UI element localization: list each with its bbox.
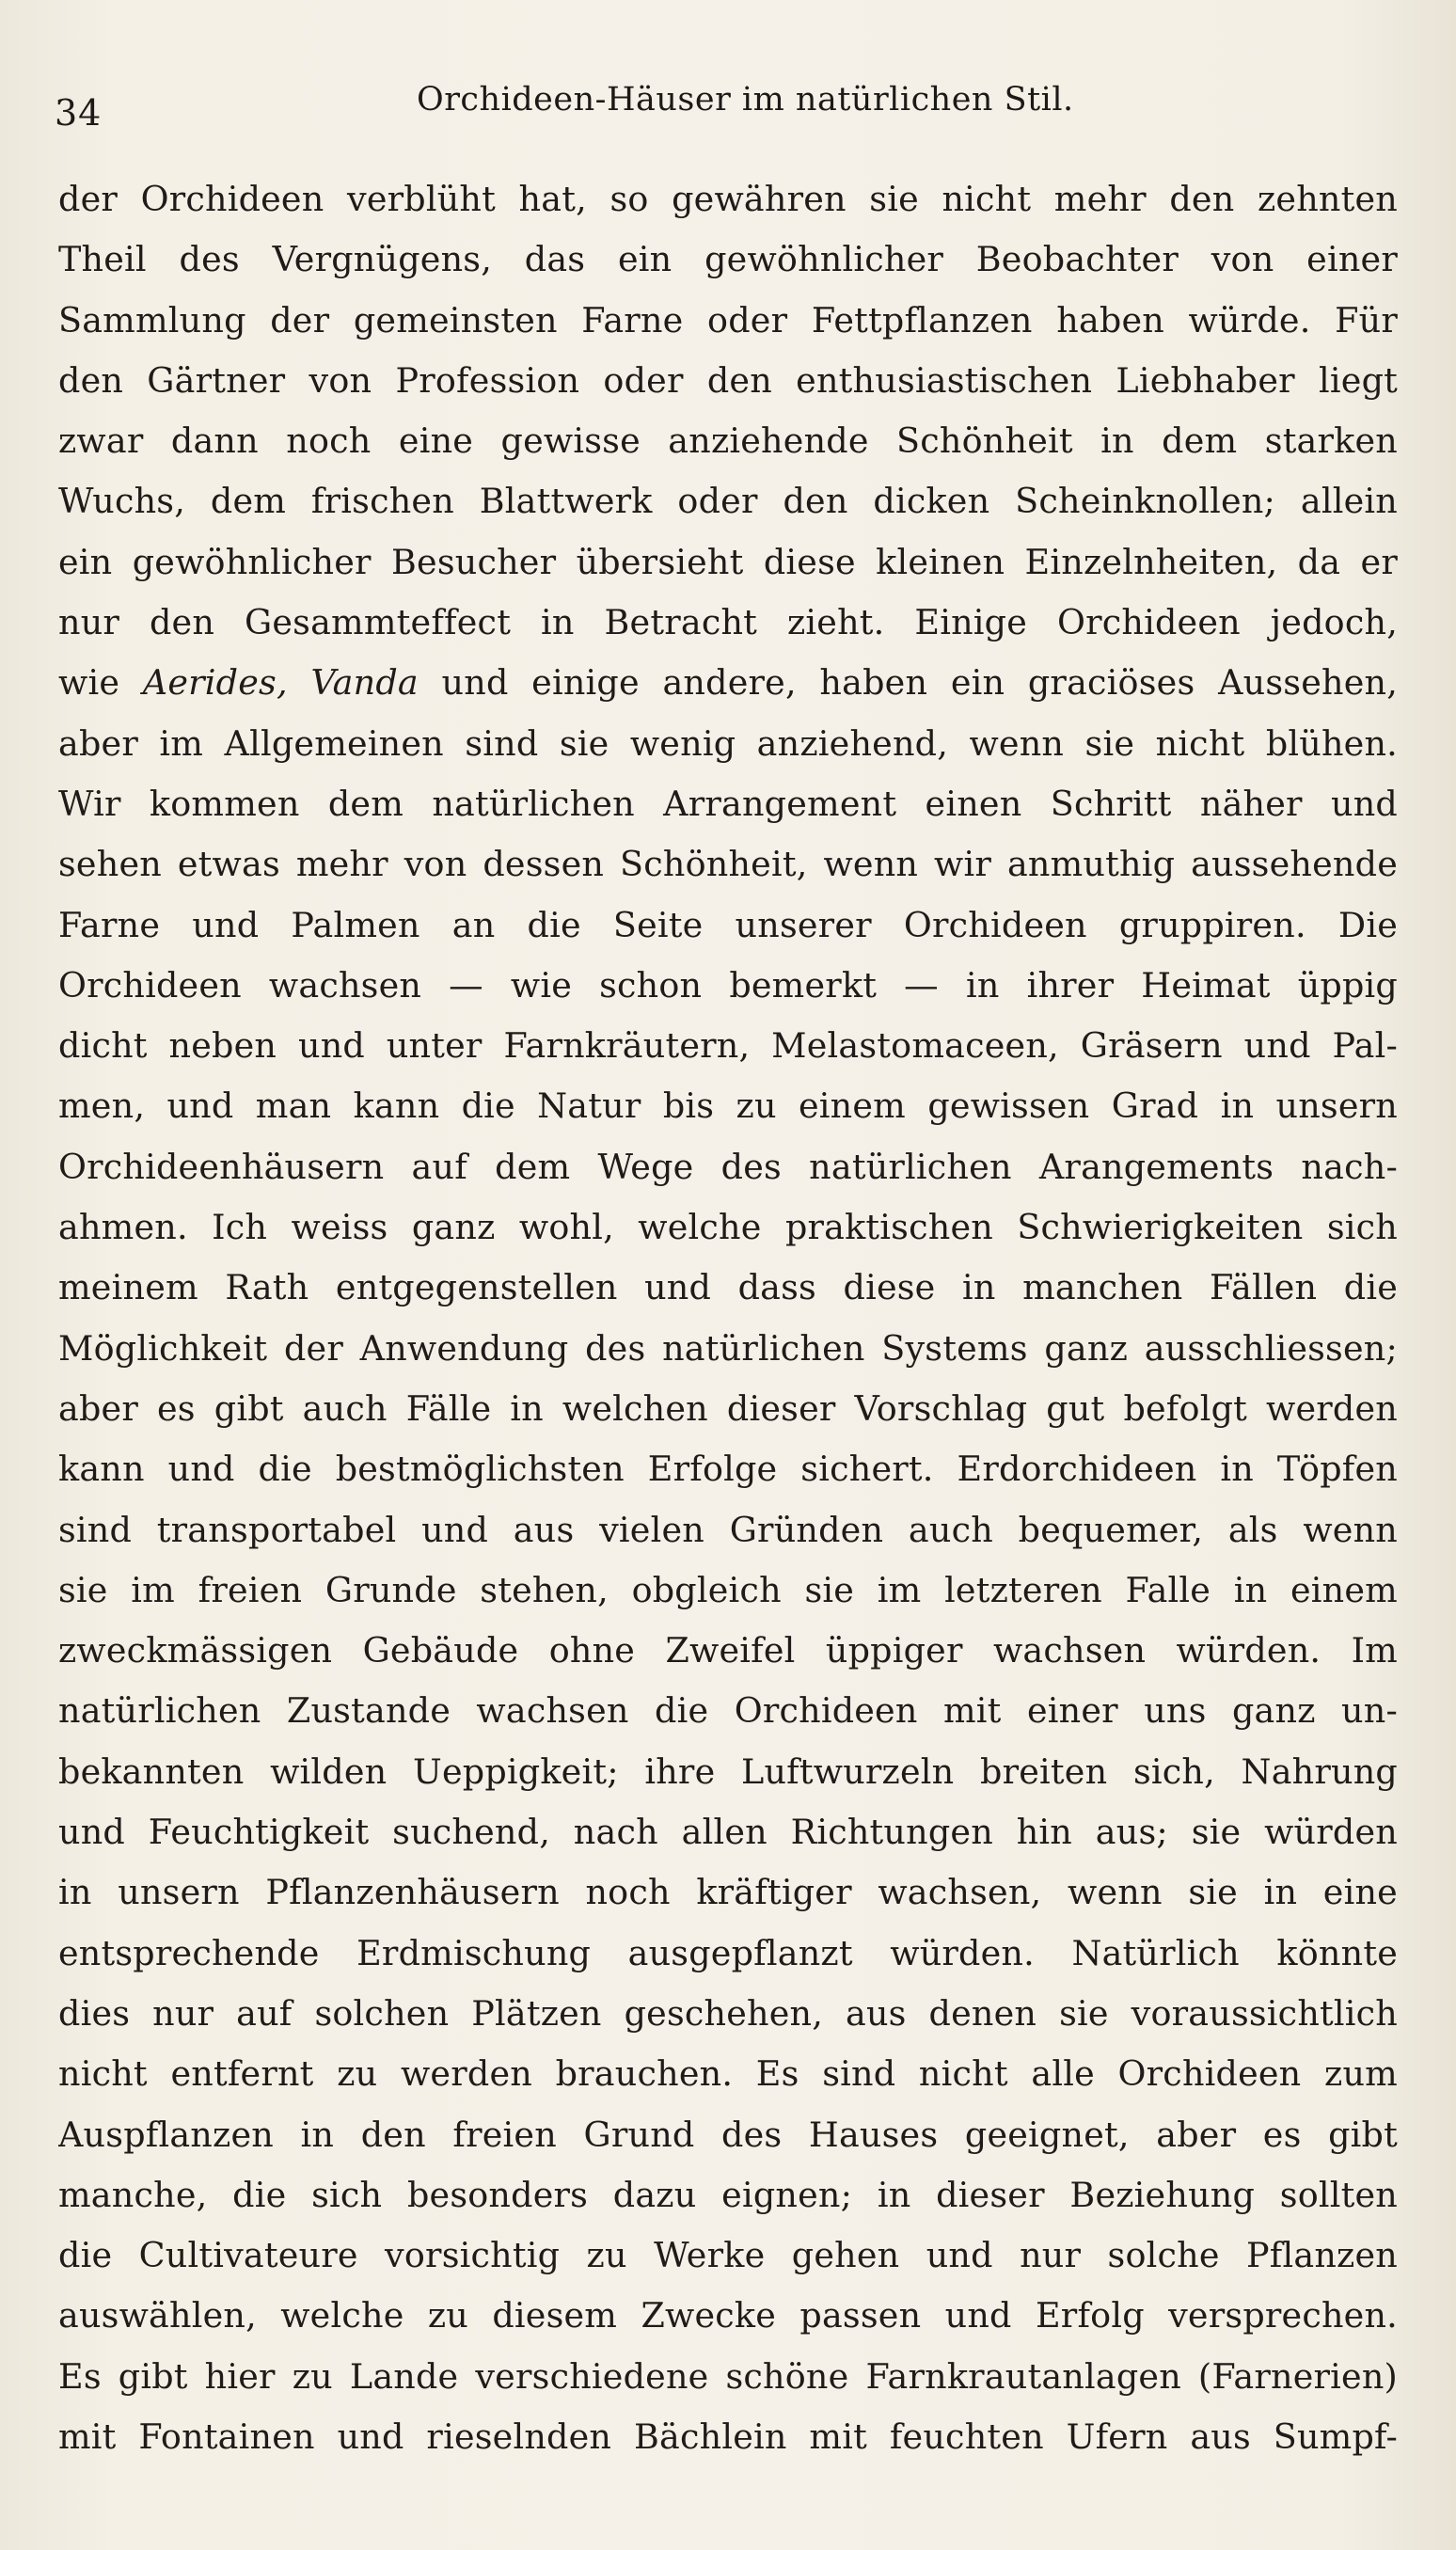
text-line: Farne und Palmen an die Seite unserer Orchideen gruppiren. Die bbox=[58, 904, 1398, 945]
text-line: zweckmässigen Gebäude ohne Zweifel üppiger wachsen würden. Im bbox=[58, 1630, 1398, 1671]
text-line: auswählen, welche zu diesem Zwecke passen und Erfolg versprechen. bbox=[58, 2295, 1398, 2336]
text-line: men, und man kann die Natur bis zu einem gewissen Grad in unsern bbox=[58, 1085, 1398, 1127]
running-head bbox=[55, 77, 1390, 143]
text-line: aber im Allgemeinen sind sie wenig anziehend, wenn sie nicht blühen. bbox=[58, 722, 1398, 764]
text-segment: wie bbox=[58, 662, 143, 704]
text-line: Sammlung der gemeinsten Farne oder Fettpflanzen haben würde. Für bbox=[58, 299, 1398, 341]
text-line: Auspflanzen in den freien Grund des Hauses geeignet, aber es gibt bbox=[58, 2114, 1398, 2155]
text-line: zwar dann noch eine gewisse anziehende Schönheit in dem starken bbox=[58, 420, 1398, 462]
text-line: entsprechende Erdmischung ausgepflanzt würden. Natürlich könnte bbox=[58, 1932, 1398, 1973]
text-line: nur den Gesammteffect in Betracht zieht. Einige Orchideen jedoch, bbox=[58, 602, 1398, 643]
text-line: nicht entfernt zu werden brauchen. Es sind nicht alle Orchideen zum bbox=[58, 2053, 1398, 2095]
body-text bbox=[58, 169, 1398, 2467]
text-line: ein gewöhnlicher Besucher übersieht diese kleinen Einzelnheiten, da er bbox=[58, 541, 1398, 582]
text-line: Orchideenhäusern auf dem Wege des natürlichen Arangements nach- bbox=[58, 1146, 1398, 1187]
text-line: aber es gibt auch Fälle in welchen dieser Vorschlag gut befolgt werden bbox=[58, 1387, 1398, 1429]
text-line: ahmen. Ich weiss ganz wohl, welche praktischen Schwierigkeiten sich bbox=[58, 1207, 1398, 1248]
text-line: in unsern Pflanzenhäusern noch kräftiger wachsen, wenn sie in eine bbox=[58, 1872, 1398, 1913]
text-line: kann und die bestmöglichsten Erfolge sichert. Erdorchideen in Töpfen bbox=[58, 1449, 1398, 1490]
text-line: Möglichkeit der Anwendung des natürlichen Systems ganz ausschliessen; bbox=[58, 1327, 1398, 1369]
text-line: die Cultivateure vorsichtig zu Werke gehen und nur solche Pflanzen bbox=[58, 2235, 1398, 2276]
text-segment: und einige andere, haben ein graciöses Aussehen, bbox=[418, 662, 1398, 704]
text-line: natürlichen Zustande wachsen die Orchideen mit einer uns ganz un- bbox=[58, 1690, 1398, 1732]
italic-genus-names: Aerides, Vanda bbox=[142, 662, 419, 704]
text-line: Wuchs, dem frischen Blattwerk oder den dicken Scheinknollen; allein bbox=[58, 481, 1398, 522]
text-line: bekannten wilden Ueppigkeit; ihre Luftwurzeln breiten sich, Nahrung bbox=[58, 1750, 1398, 1792]
text-line: Theil des Vergnügens, das ein gewöhnlicher Beobachter von einer bbox=[58, 239, 1398, 280]
text-line: sehen etwas mehr von dessen Schönheit, wenn wir anmuthig aussehende bbox=[58, 844, 1398, 885]
text-line: Wir kommen dem natürlichen Arrangement einen Schritt näher und bbox=[58, 783, 1398, 824]
text-line: und Feuchtigkeit suchend, nach allen Richtungen hin aus; sie würden bbox=[58, 1812, 1398, 1853]
text-line: Orchideen wachsen — wie schon bemerkt — in ihrer Heimat üppig bbox=[58, 964, 1398, 1006]
text-line bbox=[58, 653, 1398, 713]
text-line: Es gibt hier zu Lande verschiedene schöne Farnkrautanlagen (Farnerien) bbox=[58, 2355, 1398, 2397]
text-line: meinem Rath entgegenstellen und dass diese in manchen Fällen die bbox=[58, 1267, 1398, 1308]
text-line: manche, die sich besonders dazu eignen; in dieser Beziehung sollten bbox=[58, 2174, 1398, 2215]
running-title: Orchideen-Häuser im natürlichen Stil. bbox=[417, 81, 1074, 119]
text-line: dicht neben und unter Farnkräutern, Melastomaceen, Gräsern und Pal- bbox=[58, 1025, 1398, 1067]
text-line: sind transportabel und aus vielen Gründen auch bequemer, als wenn bbox=[58, 1509, 1398, 1550]
text-line: den Gärtner von Profession oder den enthusiastischen Liebhaber liegt bbox=[58, 359, 1398, 401]
page-number: 34 bbox=[55, 92, 103, 134]
text-line: der Orchideen verblüht hat, so gewähren sie nicht mehr den zehnten bbox=[58, 179, 1398, 219]
text-line: dies nur auf solchen Plätzen geschehen, aus denen sie voraussichtlich bbox=[58, 1992, 1398, 2034]
text-line: sie im freien Grunde stehen, obgleich sie im letzteren Falle in einem bbox=[58, 1569, 1398, 1610]
text-line: mit Fontainen und rieselnden Bächlein mit feuchten Ufern aus Sumpf- bbox=[58, 2415, 1398, 2457]
